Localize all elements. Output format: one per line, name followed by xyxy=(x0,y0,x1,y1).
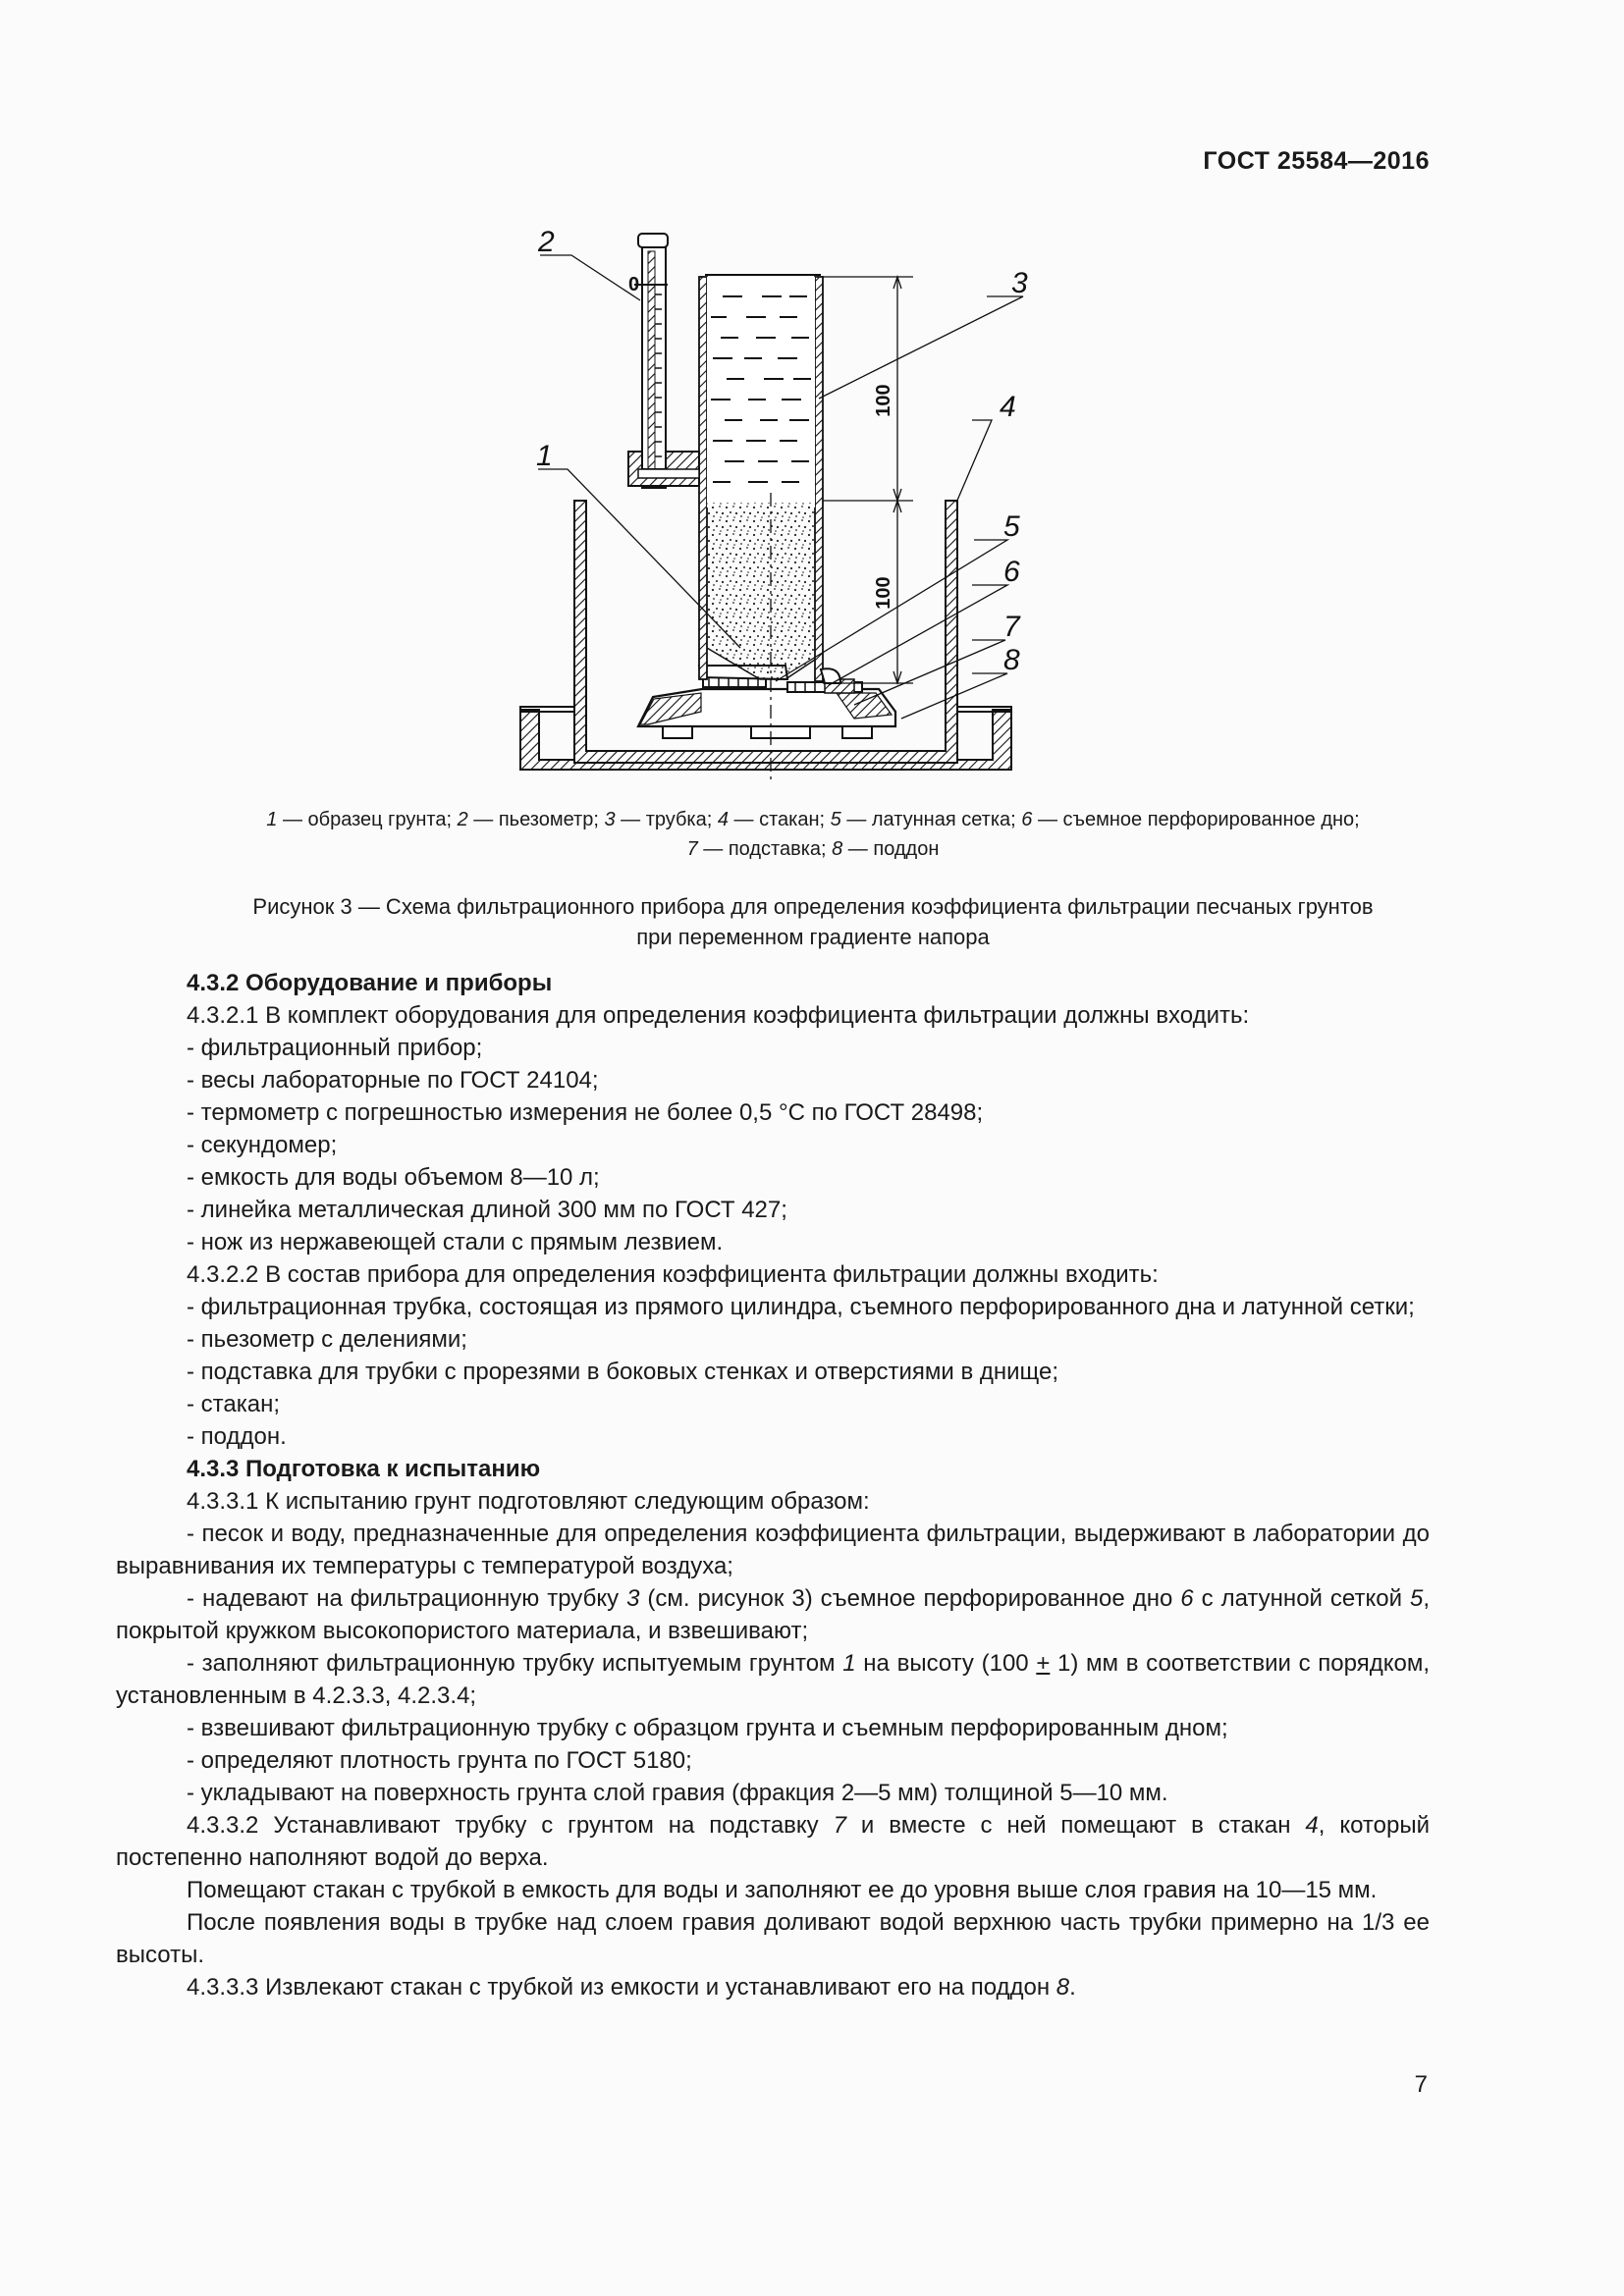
list-item: - поддон. xyxy=(187,1423,287,1450)
caption-line-2: при переменном градиенте напора xyxy=(636,925,990,949)
legend-num: 1 xyxy=(266,809,278,830)
figure-caption xyxy=(116,891,1510,952)
dim-lower: 100 xyxy=(873,576,894,610)
figure-3-filtration-device xyxy=(491,216,1080,785)
list-item xyxy=(116,1582,1430,1647)
callout-3: 3 xyxy=(1011,267,1028,299)
paragraph-4-3-3-2 xyxy=(116,1809,1430,1874)
section-heading-4-3-3: 4.3.3 Подготовка к испытанию xyxy=(187,1456,541,1482)
list-item: - пьезометр с делениями; xyxy=(187,1326,467,1353)
caption-line-1: Рисунок 3 — Схема фильтрационного прибора для определения коэффициента фильтрации песчаных грунтов xyxy=(252,894,1374,919)
figure-legend xyxy=(116,805,1510,864)
ref-number: 7 xyxy=(833,1812,846,1839)
paragraph: Помещают стакан с трубкой в емкость для воды и заполняют ее до уровня выше слоя гравия на 10—15 мм. xyxy=(187,1877,1378,1903)
ref-number: 6 xyxy=(1180,1585,1194,1612)
legend-num: 5 xyxy=(830,809,841,830)
text-run: 1) мм в соответствии с порядком, установленным в 4.2.3.3, 4.2.3.4; xyxy=(116,1650,1430,1709)
callout-7: 7 xyxy=(1003,611,1020,643)
legend-text: — стакан; xyxy=(728,809,831,830)
paragraph-4-3-2-2: 4.3.2.2 В состав прибора для определения коэффициента фильтрации должны входить: xyxy=(187,1261,1159,1288)
callout-1: 1 xyxy=(536,440,553,472)
list-item: - весы лабораторные по ГОСТ 24104; xyxy=(187,1067,599,1094)
list-item: - емкость для воды объемом 8—10 л; xyxy=(187,1164,600,1191)
text-run: , покрытой кружком высокопористого материала, и взвешивают; xyxy=(116,1585,1430,1644)
legend-text: — пьезометр; xyxy=(467,809,605,830)
legend-num: 6 xyxy=(1021,809,1033,830)
callout-8: 8 xyxy=(1003,644,1020,676)
piezometer xyxy=(628,234,699,488)
legend-text: — трубка; xyxy=(615,809,718,830)
legend-num: 3 xyxy=(604,809,616,830)
callout-6: 6 xyxy=(1003,556,1020,588)
text-run: 4.3.3.2 Устанавливают трубку с грунтом на подставку xyxy=(187,1812,834,1839)
dim-upper: 100 xyxy=(873,384,894,417)
list-item: - фильтрационная трубка, состоящая из прямого цилиндра, съемного перфорированного дна и латунной сетки; xyxy=(187,1294,1415,1320)
ref-number: 8 xyxy=(1056,1974,1070,2001)
legend-num: 7 xyxy=(686,838,698,860)
text-run: , который постепенно наполняют водой до верха. xyxy=(116,1812,1431,1871)
list-item: - песок и воду, предназначенные для определения коэффициента фильтрации, выдерживают в лаборатории до выравнивания их температуры с температурой воздуха; xyxy=(116,1521,1430,1579)
legend-line-1 xyxy=(116,805,1510,834)
list-item: - взвешивают фильтрационную трубку с образцом грунта и съемным перфорированным дном; xyxy=(187,1715,1228,1741)
legend-text: — поддон xyxy=(842,838,940,860)
list-item: - линейка металлическая длиной 300 мм по ГОСТ 427; xyxy=(187,1197,787,1223)
ref-number: 1 xyxy=(842,1650,856,1677)
page-number: 7 xyxy=(1414,2071,1428,2098)
legend-num: 2 xyxy=(457,809,468,830)
text-run: 4.3.3.3 Извлекают стакан с трубкой из емкости и устанавливают его на поддон xyxy=(187,1974,1056,2001)
list-item: - фильтрационный прибор; xyxy=(187,1035,483,1061)
legend-line-2 xyxy=(116,834,1510,864)
text-run: - надевают на фильтрационную трубку xyxy=(187,1585,627,1612)
text-run: (см. рисунок 3) съемное перфорированное дно xyxy=(639,1585,1181,1612)
list-item: - определяют плотность грунта по ГОСТ 5180; xyxy=(187,1747,692,1774)
document-code: ГОСТ 25584—2016 xyxy=(1203,147,1430,175)
legend-text: — подставка; xyxy=(697,838,833,860)
ref-number: 3 xyxy=(626,1585,640,1612)
legend-num: 8 xyxy=(832,838,843,860)
body-text xyxy=(116,967,1430,2003)
list-item: - стакан; xyxy=(187,1391,281,1417)
paragraph-4-3-3-1: 4.3.3.1 К испытанию грунт подготовляют следующим образом: xyxy=(187,1488,870,1515)
list-item: - укладывают на поверхность грунта слой гравия (фракция 2—5 мм) толщиной 5—10 мм. xyxy=(187,1780,1168,1806)
list-item: - подставка для трубки с прорезями в боковых стенках и отверстиями в днище; xyxy=(187,1359,1059,1385)
legend-text: — образец грунта; xyxy=(277,809,458,830)
list-item: - секундомер; xyxy=(187,1132,338,1158)
zero-mark: 0 xyxy=(628,274,640,295)
plus-minus-sign: + xyxy=(1036,1650,1051,1677)
paragraph-4-3-3-3 xyxy=(116,1971,1430,2003)
section-heading-4-3-2: 4.3.2 Оборудование и приборы xyxy=(187,970,553,996)
list-item: - нож из нержавеющей стали с прямым лезвием. xyxy=(187,1229,724,1255)
legend-text: — съемное перфорированное дно; xyxy=(1032,809,1360,830)
ref-number: 4 xyxy=(1305,1812,1319,1839)
callout-5: 5 xyxy=(1003,510,1020,543)
list-item: - термометр с погрешностью измерения не более 0,5 °С по ГОСТ 28498; xyxy=(187,1099,984,1126)
text-run: и вместе с ней помещают в стакан xyxy=(845,1812,1306,1839)
list-item xyxy=(116,1647,1430,1712)
paragraph-4-3-2-1: 4.3.2.1 В комплект оборудования для определения коэффициента фильтрации должны входить: xyxy=(187,1002,1250,1029)
paragraph: После появления воды в трубке над слоем гравия доливают водой верхнюю часть трубки примерно на 1/3 ее высоты. xyxy=(116,1909,1430,1968)
callout-2: 2 xyxy=(538,226,555,258)
text-run: с латунной сеткой xyxy=(1193,1585,1410,1612)
legend-num: 4 xyxy=(717,809,729,830)
ref-number: 5 xyxy=(1409,1585,1424,1612)
text-run: - заполняют фильтрационную трубку испытуемым грунтом xyxy=(187,1650,843,1677)
filtration-tube xyxy=(699,275,840,683)
text-run: . xyxy=(1069,1974,1076,2001)
legend-text: — латунная сетка; xyxy=(840,809,1022,830)
text-run: на высоту (100 xyxy=(855,1650,1037,1677)
callout-4: 4 xyxy=(1000,391,1016,423)
stand xyxy=(638,689,895,738)
